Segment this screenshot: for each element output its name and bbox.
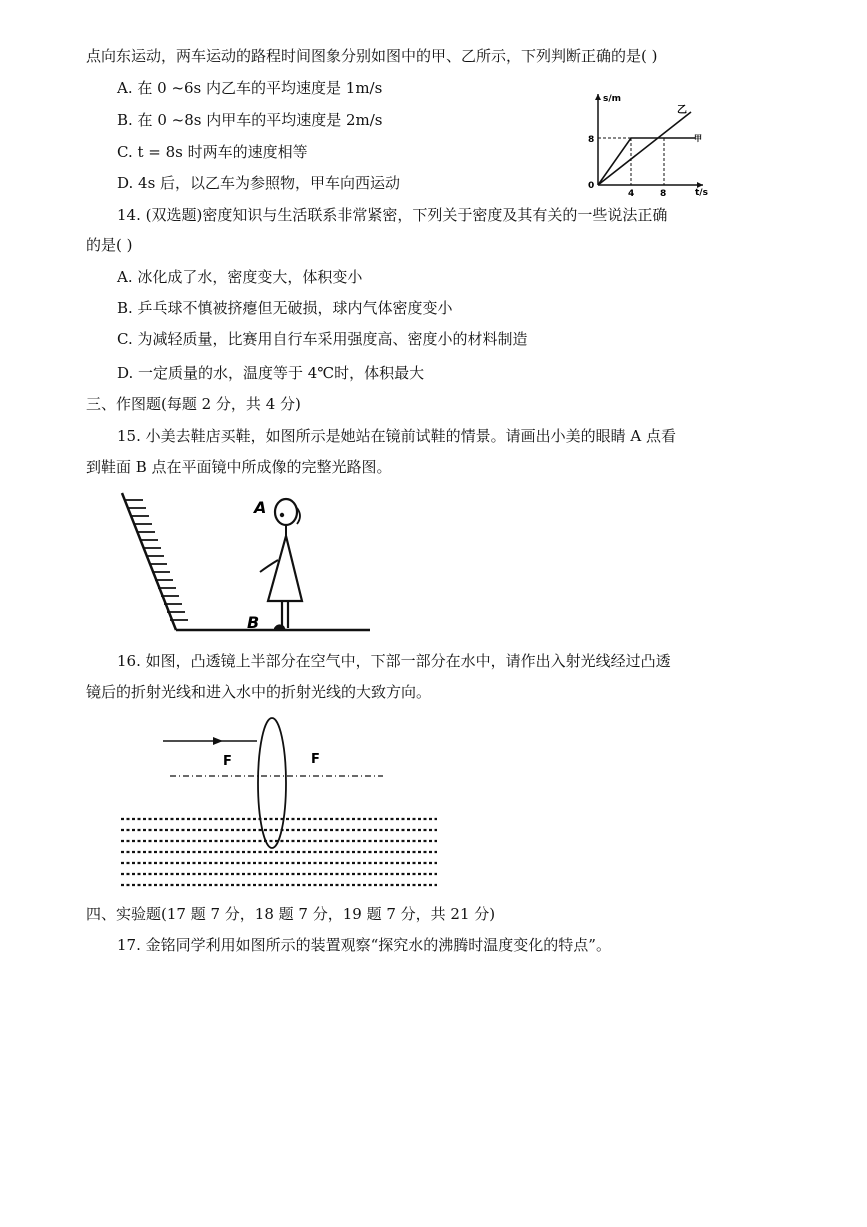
q16-stem-line1: 16. 如图，凸透镜上半部分在空气中，下部一部分在水中，请作出入射光线经过凸透 bbox=[117, 652, 671, 670]
q13-stem-continuation: 点向东运动，两车运动的路程时间图象分别如图中的甲、乙所示，下列判断正确的是( ) bbox=[86, 47, 658, 65]
q16-stem-line2: 镜后的折射光线和进入水中的折射光线的大致方向。 bbox=[86, 683, 432, 701]
section-3-title: 三、作图题(每题 2 分，共 4 分) bbox=[86, 395, 301, 413]
q13-st-graph bbox=[585, 88, 715, 198]
label-b: B bbox=[247, 613, 260, 632]
q14-stem-line1: 14. (双选题)密度知识与生活联系非常紧密，下列关于密度及其有关的一些说法正确 bbox=[117, 206, 668, 224]
q14-stem-line2: 的是( ) bbox=[86, 236, 133, 254]
mirror-hatching bbox=[125, 500, 188, 620]
girl-figure bbox=[260, 499, 302, 630]
girl-arm bbox=[260, 560, 278, 572]
q13-y-tick-8: 8 bbox=[588, 135, 595, 145]
girl-dress bbox=[268, 536, 302, 601]
q13-line-jia bbox=[598, 138, 695, 185]
plane-mirror bbox=[122, 493, 176, 630]
q14-option-b: B. 乒乓球不慎被挤瘪但无破损，球内气体密度变小 bbox=[117, 299, 453, 317]
q16-lens-figure bbox=[115, 715, 445, 890]
incident-ray-arrow bbox=[213, 737, 223, 745]
q15-mirror-figure bbox=[110, 488, 380, 640]
q13-x-tick-4: 4 bbox=[628, 189, 635, 198]
focus-right-label: F bbox=[311, 752, 320, 767]
q13-origin-label: 0 bbox=[588, 181, 595, 191]
q14-option-d: D. 一定质量的水，温度等于 4℃时，体积最大 bbox=[117, 364, 425, 382]
q14-option-c: C. 为减轻质量，比赛用自行车采用强度高、密度小的材料制造 bbox=[117, 330, 528, 348]
q13-label-jia: 甲 bbox=[694, 134, 702, 143]
q14-option-a: A. 冰化成了水，密度变大，体积变小 bbox=[117, 268, 363, 286]
eye-point-a bbox=[280, 513, 284, 517]
q13-y-axis-label: s/m bbox=[603, 94, 622, 104]
section-4-title: 四、实验题(17 题 7 分，18 题 7 分，19 题 7 分，共 21 分) bbox=[86, 905, 496, 923]
q13-y-axis-arrow bbox=[595, 94, 601, 100]
q13-line-yi bbox=[598, 112, 691, 185]
q17-stem: 17. 金铭同学利用如图所示的装置观察“探究水的沸腾时温度变化的特点”。 bbox=[117, 936, 611, 954]
girl-head bbox=[275, 499, 297, 525]
water-lines bbox=[121, 819, 437, 885]
q13-x-axis-label: t/s bbox=[695, 188, 708, 198]
girl-shoe bbox=[274, 624, 286, 630]
label-a: A bbox=[254, 498, 267, 517]
q13-x-tick-8: 8 bbox=[660, 189, 667, 198]
convex-lens bbox=[258, 718, 286, 848]
q13-option-c: C. t = 8s 时两车的速度相等 bbox=[117, 143, 308, 161]
q15-stem-line2: 到鞋面 B 点在平面镜中所成像的完整光路图。 bbox=[86, 458, 392, 476]
q13-option-d: D. 4s 后，以乙车为参照物，甲车向西运动 bbox=[117, 174, 401, 192]
q13-label-yi: 乙 bbox=[677, 105, 687, 116]
q15-stem-line1: 15. 小美去鞋店买鞋，如图所示是她站在镜前试鞋的情景。请画出小美的眼睛 A 点看 bbox=[117, 427, 676, 445]
q13-option-b: B. 在 0 ~8s 内甲车的平均速度是 2m/s bbox=[117, 111, 383, 129]
q13-option-a: A. 在 0 ~6s 内乙车的平均速度是 1m/s bbox=[117, 79, 383, 97]
focus-left-label: F bbox=[223, 754, 232, 769]
